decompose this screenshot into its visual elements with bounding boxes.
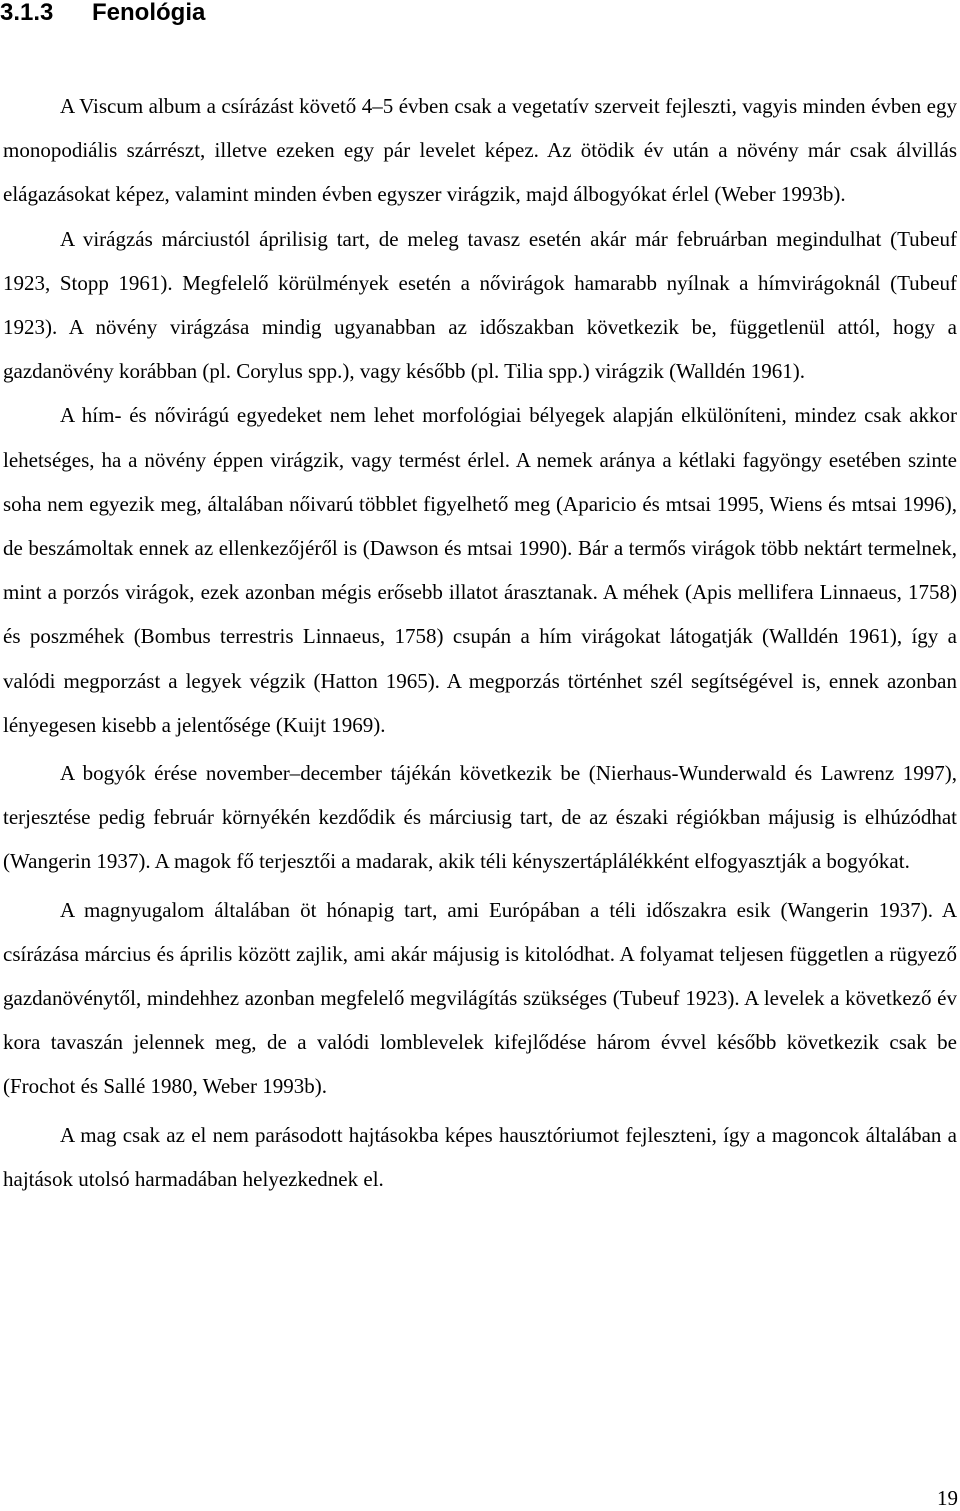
section-title: Fenológia (92, 0, 206, 26)
section-number: 3.1.3 (0, 0, 54, 26)
body-text (3, 84, 957, 1201)
paragraph-2: A virágzás márciustól áprilisig tart, de meleg tavasz esetén akár már februárban megindulhat (Tubeuf 1923, Stopp 1961). Megfelelő körülmények esetén a nővirágok hamarabb nyílnak a hímvirágoknál (Tubeuf 1923). A növény virágzása mindig ugyanabban az időszakban következik be, függetlenül attól, hogy a gazdanövény korábban (pl. Corylus spp.), vagy később (pl. Tilia spp.) virágzik (Walldén 1961). (3, 226, 957, 384)
paragraph-3: A hím- és nővirágú egyedeket nem lehet morfológiai bélyegek alapján elkülöníteni, mindez csak akkor lehetséges, ha a növény éppen virágzik, vagy termést érlel. A nemek aránya a kétlaki fagyöngy esetében szinte soha nem egyezik meg, általában nőivarú többlet figyelhető meg (Aparicio és mtsai 1995, Wiens és mtsai 1996), de beszámoltak ennek az ellenkezőjéről is (Dawson és mtsai 1990). Bár a termős virágok több nektárt termelnek, mint a porzós virágok, ezek azonban mégis erősebb illatot árasztanak. A méhek (Apis mellifera Linnaeus, 1758) és poszméhek (Bombus terrestris Linnaeus, 1758) csupán a hím virágokat látogatják (Walldén 1961), így a valódi megporzást a legyek végzik (Hatton 1965). A megporzás történhet szél segítségével is, ennek azonban lényegesen kisebb a jelentősége (Kuijt 1969). (3, 403, 957, 737)
paragraph-1: A Viscum album a csírázást követő 4–5 évben csak a vegetatív szerveit fejleszti, vagyis minden évben egy monopodiális szárrészt, illetve ezeken egy pár levelet képez. Az ötödik év után a növény már csak álvillás elágazásokat képez, valamint minden évben egyszer virágzik, majd álbogyókat érlel (Weber 1993b). (3, 94, 957, 207)
paragraph-5: A magnyugalom általában öt hónapig tart, ami Európában a téli időszakra esik (Wangerin 1937). A csírázása március és április között zajlik, ami akár májusig is kitolódhat. A folyamat teljesen független a rügyező gazdanövénytől, mindehhez azonban megfelelő megvilágítás szükséges (Tubeuf 1923). A levelek a következő év kora tavaszán jelennek meg, de a valódi lomblevelek kifejlődése három évvel később következik csak be (Frochot és Sallé 1980, Weber 1993b). (3, 897, 957, 1099)
page-number: 19 (937, 1486, 958, 1510)
paragraph-6: A mag csak az el nem parásodott hajtásokba képes hausztóriumot fejleszteni, így a magoncok általában a hajtások utolsó harmadában helyezkednek el. (3, 1122, 957, 1191)
paragraph-4: A bogyók érése november–december tájékán következik be (Nierhaus-Wunderwald és Lawrenz 1997), terjesztése pedig február környékén kezdődik és márciusig tart, de az északi régiókban májusig is elhúzódhat (Wangerin 1937). A magok fő terjesztői a madarak, akik téli kényszertáplálékként elfogyasztják a bogyókat. (3, 761, 957, 874)
section-heading (0, 0, 205, 30)
